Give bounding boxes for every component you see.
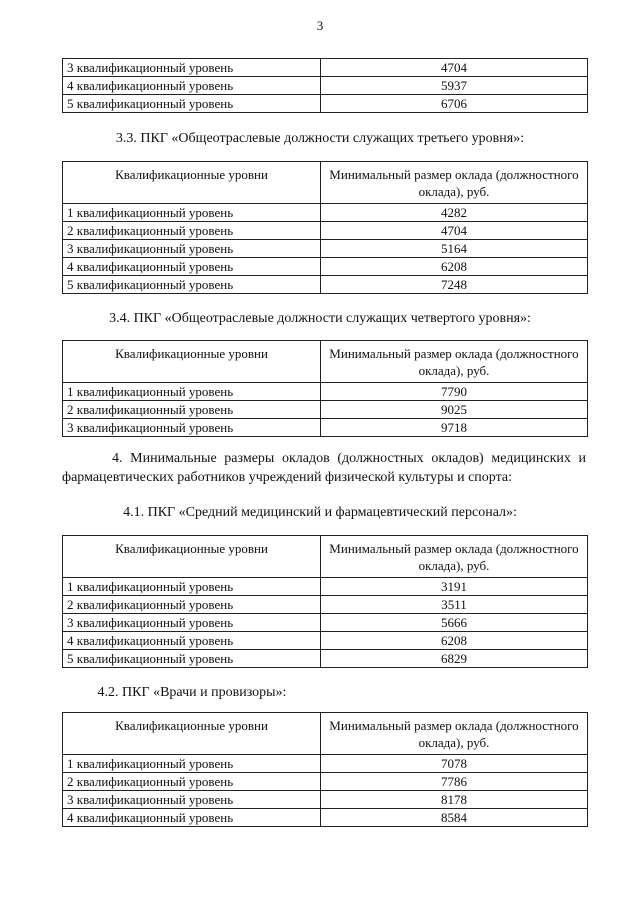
salary-cell: 6208 [321, 632, 588, 650]
level-cell: 4 квалификационный уровень [63, 809, 321, 827]
salary-cell: 4704 [321, 59, 588, 77]
level-cell: 4 квалификационный уровень [63, 632, 321, 650]
column-header-level: Квалификационные уровни [63, 536, 321, 578]
table-row [63, 401, 588, 419]
salary-cell: 7790 [321, 383, 588, 401]
salary-cell: 8584 [321, 809, 588, 827]
level-cell: 4 квалификационный уровень [63, 77, 321, 95]
level-cell: 2 квалификационный уровень [63, 773, 321, 791]
salary-cell: 6829 [321, 650, 588, 668]
table-header-row [63, 162, 588, 204]
table-row [63, 650, 588, 668]
column-header-level: Квалификационные уровни [63, 713, 321, 755]
level-cell: 3 квалификационный уровень [63, 791, 321, 809]
salary-cell: 7248 [321, 276, 588, 294]
salary-cell: 4704 [321, 222, 588, 240]
table-row [63, 419, 588, 437]
table-row [63, 276, 588, 294]
salary-table-4-2 [62, 712, 588, 827]
section-4-2-title: 4.2. ПКГ «Врачи и провизоры»: [97, 685, 287, 700]
table-header-row [63, 536, 588, 578]
salary-cell: 7078 [321, 755, 588, 773]
column-header-level: Квалификационные уровни [63, 341, 321, 383]
table-row [63, 204, 588, 222]
salary-cell: 9718 [321, 419, 588, 437]
table-row [63, 578, 588, 596]
salary-cell: 4282 [321, 204, 588, 222]
section-4-text: 4. Минимальные размеры окладов (должностных окладов) медицинских и фармацевтических работников учреждений физической культуры и спорта: [62, 451, 586, 485]
section-4-1-title: 4.1. ПКГ «Средний медицинский и фармацевтический персонал»: [123, 505, 517, 520]
level-cell: 3 квалификационный уровень [63, 240, 321, 258]
page-number: 3 [316, 18, 324, 33]
table-row [63, 614, 588, 632]
salary-cell: 5666 [321, 614, 588, 632]
table-row [63, 632, 588, 650]
column-header-salary: Минимальный размер оклада (должностного оклада), руб. [321, 713, 588, 755]
salary-cell: 5164 [321, 240, 588, 258]
table-row [63, 809, 588, 827]
salary-cell: 9025 [321, 401, 588, 419]
salary-cell: 6208 [321, 258, 588, 276]
table-row [63, 95, 588, 113]
level-cell: 1 квалификационный уровень [63, 755, 321, 773]
salary-cell: 3511 [321, 596, 588, 614]
column-header-salary: Минимальный размер оклада (должностного оклада), руб. [321, 341, 588, 383]
salary-table-4-1 [62, 535, 588, 668]
salary-cell: 7786 [321, 773, 588, 791]
salary-cell: 5937 [321, 77, 588, 95]
level-cell: 2 квалификационный уровень [63, 401, 321, 419]
salary-table-3-4 [62, 340, 588, 437]
level-cell: 1 квалификационный уровень [63, 204, 321, 222]
level-cell: 5 квалификационный уровень [63, 95, 321, 113]
section-3-3-title: 3.3. ПКГ «Общеотраслевые должности служащих третьего уровня»: [115, 131, 525, 146]
table-row [63, 77, 588, 95]
level-cell: 1 квалификационный уровень [63, 383, 321, 401]
table-row [63, 383, 588, 401]
level-cell: 1 квалификационный уровень [63, 578, 321, 596]
column-header-salary: Минимальный размер оклада (должностного оклада), руб. [321, 536, 588, 578]
table-row [63, 222, 588, 240]
level-cell: 3 квалификационный уровень [63, 59, 321, 77]
table-row [63, 596, 588, 614]
column-header-salary: Минимальный размер оклада (должностного оклада), руб. [321, 162, 588, 204]
table-row [63, 258, 588, 276]
level-cell: 3 квалификационный уровень [63, 614, 321, 632]
level-cell: 4 квалификационный уровень [63, 258, 321, 276]
table-row [63, 240, 588, 258]
table-row [63, 773, 588, 791]
table-header-row [63, 341, 588, 383]
salary-cell: 6706 [321, 95, 588, 113]
table-row [63, 791, 588, 809]
section-3-4-title: 3.4. ПКГ «Общеотраслевые должности служащих четвертого уровня»: [109, 311, 531, 326]
level-cell: 5 квалификационный уровень [63, 650, 321, 668]
table-row [63, 59, 588, 77]
column-header-level: Квалификационные уровни [63, 162, 321, 204]
salary-cell: 3191 [321, 578, 588, 596]
level-cell: 3 квалификационный уровень [63, 419, 321, 437]
level-cell: 5 квалификационный уровень [63, 276, 321, 294]
level-cell: 2 квалификационный уровень [63, 596, 321, 614]
salary-table-3-3 [62, 161, 588, 294]
level-cell: 2 квалификационный уровень [63, 222, 321, 240]
salary-table-continued [62, 58, 588, 113]
table-header-row [63, 713, 588, 755]
salary-cell: 8178 [321, 791, 588, 809]
table-row [63, 755, 588, 773]
